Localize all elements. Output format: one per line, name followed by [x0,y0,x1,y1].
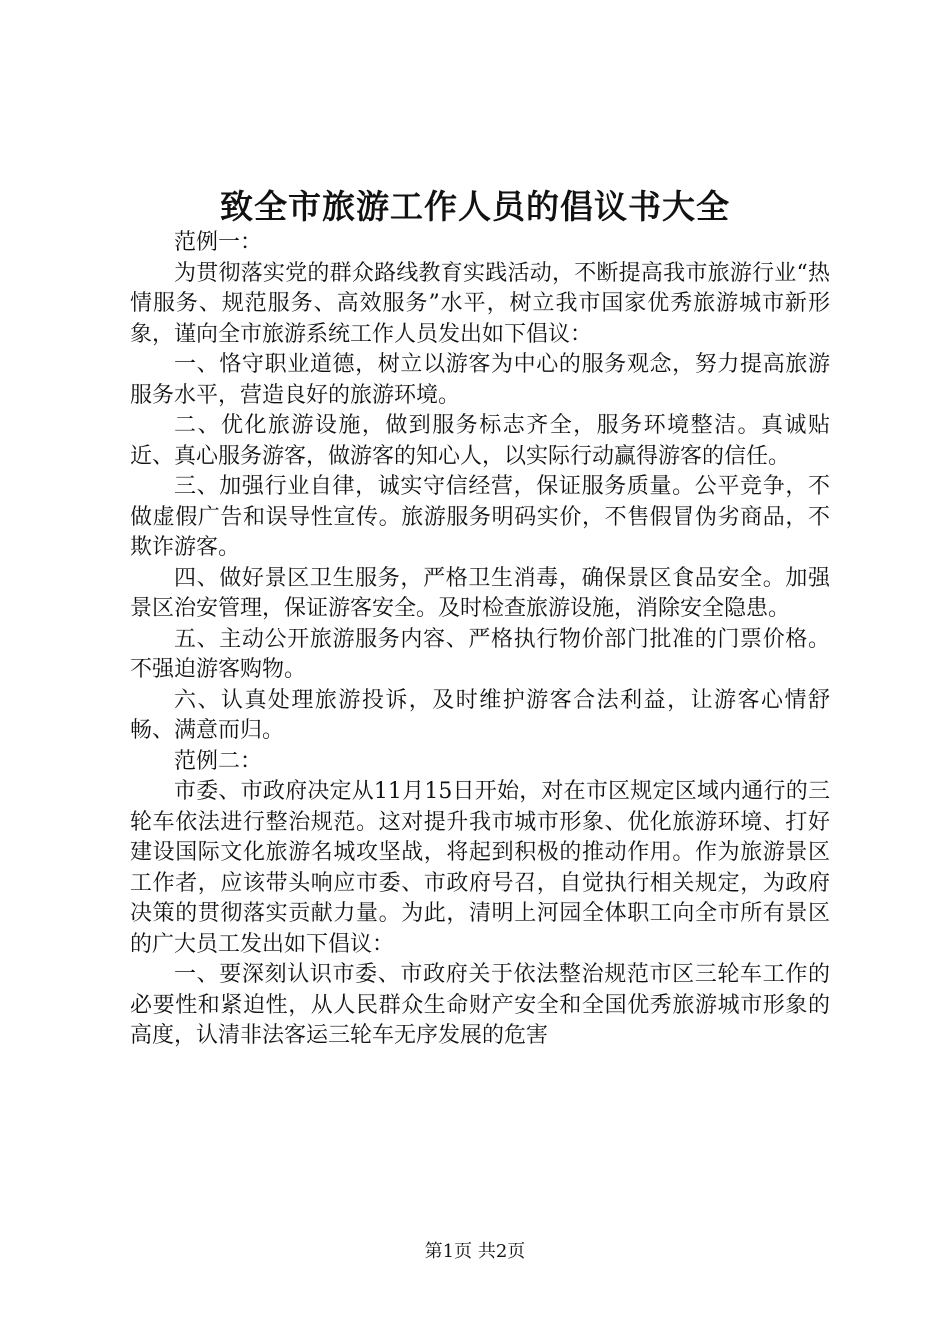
section-heading-example-1: 范例一： [174,230,263,255]
paragraph: 市委、市政府决定从11月15日开始，对在市区规定区域内通行的三轮车依法进行整治规范。这对提升我市城市形象、优化旅游环境、打好建设国际文化旅游名城攻坚战，将起到积极的推动作用。作为旅游景区工作者，应该带头响应市委、市政府号召，自觉执行相关规定，为政府决策的贯彻落实贡献力量。为此，清明上河园全体职工向全市所有景区的广大员工发出如下倡议： [130,779,830,957]
paragraph: 为贯彻落实党的群众路线教育实践活动，不断提高我市旅游行业“热情服务、规范服务、高效服务”水平，树立我市国家优秀旅游城市新形象，谨向全市旅游系统工作人员发出如下倡议： [130,260,830,347]
paragraph: 四、做好景区卫生服务，严格卫生消毒，确保景区食品安全。加强景区治安管理，保证游客安全。及时检查旅游设施，消除安全隐患。 [130,565,830,621]
paragraph: 三、加强行业自律，诚实守信经营，保证服务质量。公平竞争，不做虚假广告和误导性宣传。旅游服务明码实价，不售假冒伪劣商品，不欺诈游客。 [130,474,830,560]
paragraph: 一、恪守职业道德，树立以游客为中心的服务观念，努力提高旅游服务水平，营造良好的旅游环境。 [130,352,830,408]
document-body [130,228,830,1052]
paragraph: 二、优化旅游设施，做到服务标志齐全，服务环境整洁。真诚贴近、真心服务游客，做游客的知心人，以实际行动赢得游客的信任。 [130,413,830,469]
page-indicator: 第1页 共2页 [424,1241,526,1262]
page-footer [0,1240,950,1264]
paragraph: 五、主动公开旅游服务内容、严格执行物价部门批准的门票价格。不强迫游客购物。 [130,626,830,682]
paragraph: 一、要深刻认识市委、市政府关于依法整治规范市区三轮车工作的必要性和紧迫性，从人民群众生命财产安全和全国优秀旅游城市形象的高度，认清非法客运三轮车无序发展的危害 [130,962,830,1048]
section-heading-example-2: 范例二： [174,748,263,774]
document-title: 致全市旅游工作人员的倡议书大全 [220,187,730,226]
paragraph: 六、认真处理旅游投诉，及时维护游客合法利益，让游客心情舒畅、满意而归。 [130,687,830,743]
